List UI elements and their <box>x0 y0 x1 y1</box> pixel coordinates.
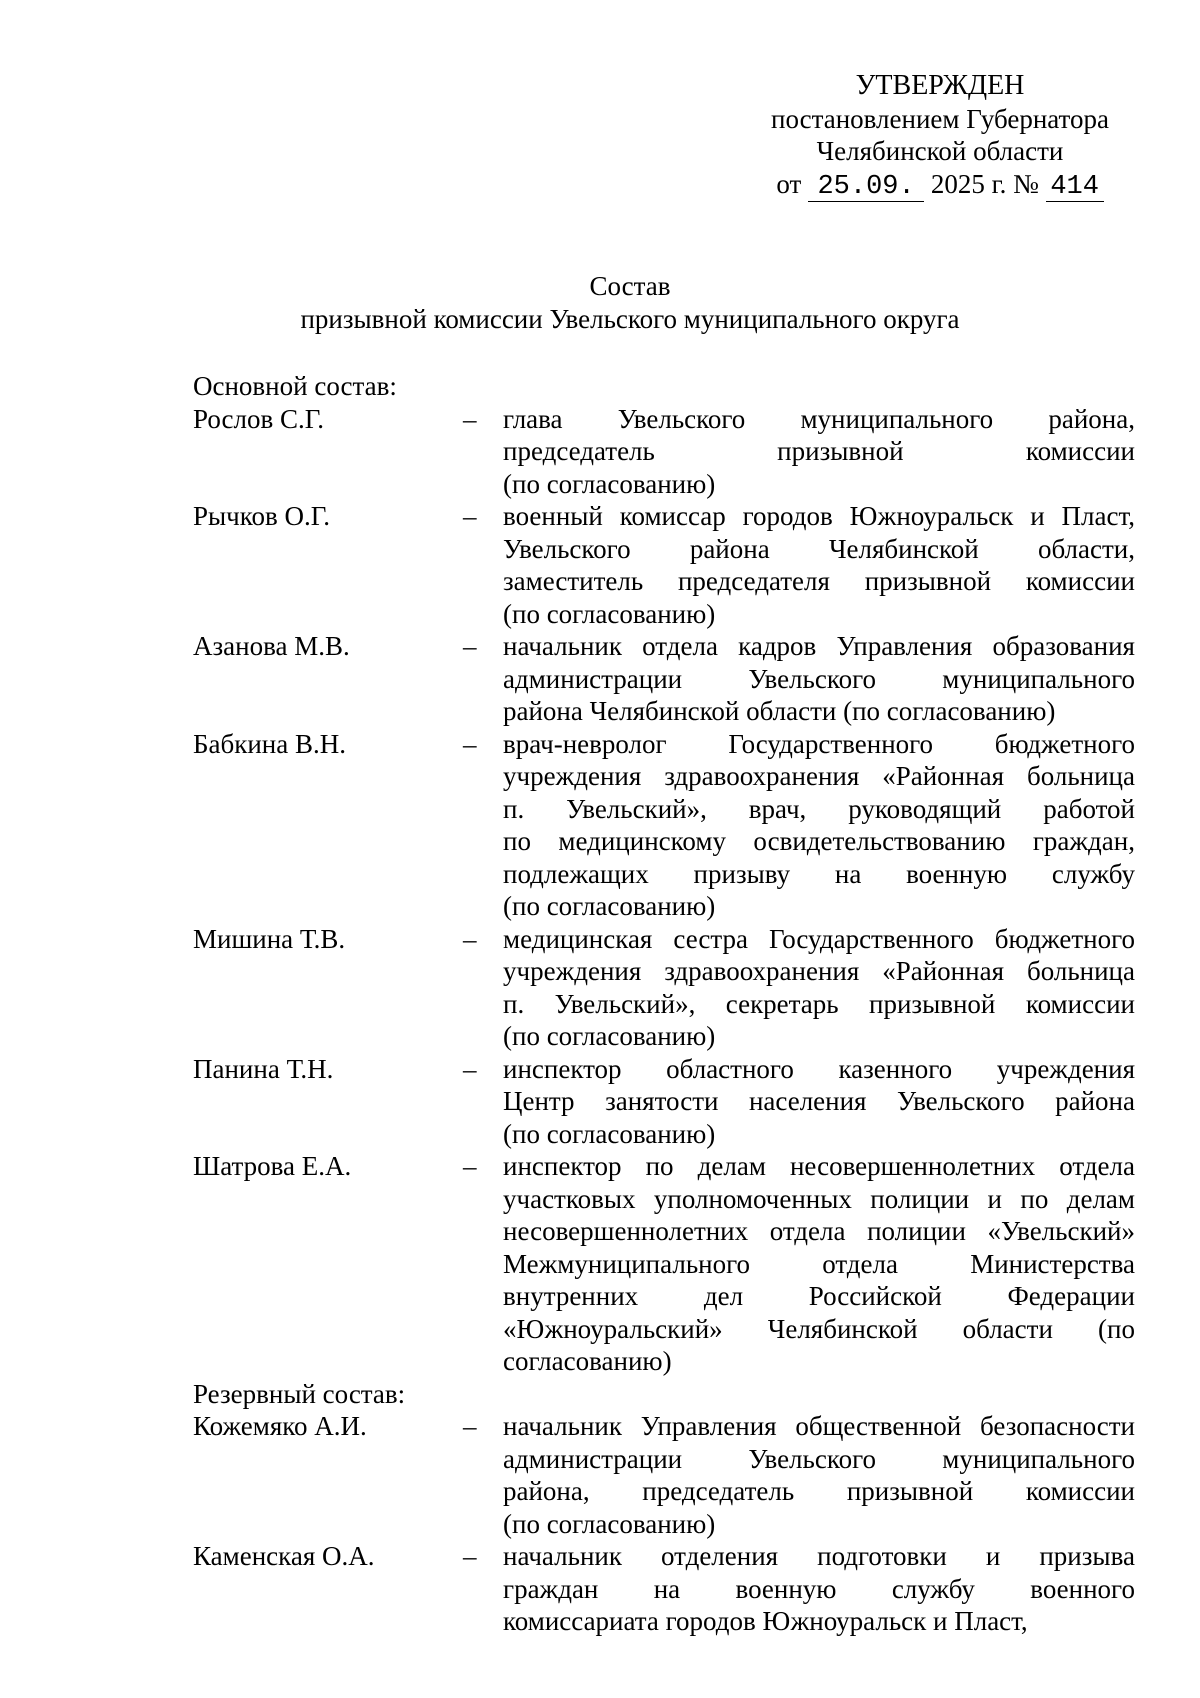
justified-words <box>503 1053 1135 1086</box>
word: глава <box>503 403 563 434</box>
word: здравоохранения <box>664 761 860 791</box>
position-line <box>503 1215 1135 1248</box>
position-line <box>503 1573 1135 1606</box>
position-line <box>503 955 1135 988</box>
word: начальник <box>503 1541 622 1571</box>
word: Управления <box>836 631 973 661</box>
position-line: (по согласованию) <box>503 891 716 921</box>
title-line-1: Состав <box>589 271 671 301</box>
member-dash: – <box>463 631 477 661</box>
word: несовершеннолетних <box>503 1216 749 1246</box>
position-line <box>503 728 1135 761</box>
member-dash: – <box>463 501 477 531</box>
word: Государственного <box>769 923 974 954</box>
word: отдела <box>822 1248 898 1279</box>
word: района, <box>503 1476 590 1506</box>
justified-words <box>503 1475 1135 1508</box>
word: городов <box>742 501 833 531</box>
word: учреждения <box>996 1053 1135 1084</box>
member-name: Каменская О.А. <box>193 1541 375 1571</box>
position-line <box>503 825 1135 858</box>
word: медицинская <box>503 923 653 954</box>
word: уполномоченных <box>653 1183 852 1214</box>
word: делам <box>697 1151 766 1181</box>
word: несовершеннолетних <box>789 1151 1036 1181</box>
word: комиссии <box>1025 566 1135 596</box>
member-position <box>503 1150 1135 1378</box>
justified-words <box>503 988 1135 1021</box>
member-dash: – <box>463 1541 477 1571</box>
member-row <box>193 923 1137 1053</box>
word: военную <box>906 858 1008 889</box>
position-line <box>503 1475 1135 1508</box>
word: Центр <box>503 1086 575 1116</box>
word: отдела <box>769 1216 846 1246</box>
position-line <box>503 500 1135 533</box>
word: занятости <box>605 1086 719 1116</box>
word: военного <box>1030 1573 1135 1604</box>
decree-number-field: 414 <box>1046 173 1104 202</box>
member-dash: – <box>463 1053 477 1084</box>
justified-words <box>503 1410 1135 1443</box>
justified-words <box>503 565 1135 598</box>
document-title <box>0 270 1200 335</box>
justified-words <box>503 663 1135 696</box>
word: инспектор <box>503 1053 622 1084</box>
justified-words <box>503 1313 1135 1346</box>
position-line <box>503 1053 1135 1086</box>
member-row <box>193 1410 1137 1540</box>
position-line <box>503 403 1135 436</box>
section-heading: Резервный состав: <box>193 1378 406 1409</box>
word: Увельского <box>748 663 876 694</box>
member-position <box>503 403 1135 501</box>
word: населения <box>748 1086 867 1116</box>
justified-words <box>503 760 1135 793</box>
word: (по <box>1098 1313 1135 1344</box>
position-line <box>503 435 1135 468</box>
year-text: 2025 г. № <box>930 168 1039 199</box>
word: руководящий <box>848 793 1002 824</box>
position-line <box>503 630 1135 663</box>
word: подготовки <box>817 1541 947 1571</box>
word: начальник <box>503 1411 622 1441</box>
word: подлежащих <box>503 858 649 889</box>
justified-words <box>503 728 1135 761</box>
word: граждан <box>503 1573 599 1604</box>
commission-roster <box>193 370 1137 1638</box>
word: внутренних <box>503 1281 639 1311</box>
position-line <box>503 1248 1135 1281</box>
position-line <box>503 533 1135 566</box>
word: комиссар <box>619 501 726 531</box>
word: Челябинской <box>767 1313 918 1344</box>
word: Увельский», <box>554 988 696 1019</box>
word: кадров <box>738 631 817 661</box>
member-name: Кожемяко А.И. <box>193 1411 367 1441</box>
word: отделения <box>661 1541 779 1571</box>
word: «Районная <box>882 956 1004 986</box>
member-name: Шатрова Е.А. <box>193 1151 352 1181</box>
word: военную <box>735 1573 837 1604</box>
word: призыву <box>693 858 791 889</box>
member-position <box>503 1410 1135 1540</box>
date-field: 25.09. <box>808 173 924 202</box>
word: муниципального <box>800 403 994 434</box>
word: участковых <box>503 1183 636 1214</box>
word: председателя <box>677 566 830 596</box>
justified-words <box>503 1215 1135 1248</box>
member-row <box>193 630 1137 728</box>
member-position <box>503 500 1135 630</box>
justified-words <box>503 1573 1135 1606</box>
member-row <box>193 403 1137 501</box>
justified-words <box>503 500 1135 533</box>
approval-date-line <box>740 168 1140 202</box>
word: Пласт, <box>1061 501 1135 531</box>
word: врач-невролог <box>503 728 667 759</box>
date-prefix: от <box>776 168 802 199</box>
member-position <box>503 1053 1135 1151</box>
word: муниципального <box>942 663 1135 694</box>
justified-words <box>503 1443 1135 1476</box>
word: Управления <box>640 1411 777 1441</box>
word: п. <box>503 793 525 824</box>
word: комиссии <box>1025 1476 1135 1506</box>
word: на <box>653 1573 681 1604</box>
word: бюджетного <box>994 728 1135 759</box>
word: больница <box>1026 956 1135 986</box>
word: медицинскому <box>558 826 726 856</box>
word: по <box>503 826 531 856</box>
justified-words <box>503 1280 1135 1313</box>
word: и <box>1030 501 1045 531</box>
word: здравоохранения <box>664 956 860 986</box>
word: Государственного <box>728 728 934 759</box>
word: Южноуральск <box>849 501 1014 531</box>
approval-line-1: постановлением Губернатора <box>771 103 1109 134</box>
word: Российской <box>808 1281 942 1311</box>
word: района <box>689 533 770 564</box>
word: района <box>1055 1086 1135 1116</box>
title-line-2: призывной комиссии Увельского муниципального округа <box>300 303 960 334</box>
member-name: Рослов С.Г. <box>193 403 325 434</box>
justified-words <box>503 403 1135 436</box>
justified-words <box>503 435 1135 468</box>
member-name: Азанова М.В. <box>193 631 350 661</box>
member-row <box>193 728 1137 923</box>
member-name: Бабкина В.Н. <box>193 728 346 759</box>
position-line: комиссариата городов Южноуральск и Пласт, <box>503 1606 1028 1636</box>
word: врач, <box>748 793 807 824</box>
word: Увельского <box>503 533 631 564</box>
word: областного <box>666 1053 794 1084</box>
word: администрации <box>503 663 683 694</box>
word: Межмуниципального <box>503 1248 750 1279</box>
member-name: Панина Т.Н. <box>193 1053 334 1084</box>
word: службу <box>1051 858 1135 889</box>
word: и <box>985 1541 1001 1571</box>
justified-words <box>503 533 1135 566</box>
member-position <box>503 630 1135 728</box>
word: председатель <box>642 1476 795 1506</box>
position-line: (по согласованию) <box>503 1118 716 1149</box>
position-line <box>503 663 1135 696</box>
member-position <box>503 728 1135 923</box>
word: комиссии <box>1025 988 1135 1019</box>
justified-words <box>503 1248 1135 1281</box>
member-row <box>193 1053 1137 1151</box>
justified-words <box>503 630 1135 663</box>
word: работой <box>1043 793 1135 824</box>
member-row <box>193 1150 1137 1378</box>
word: Увельского <box>897 1086 1025 1116</box>
member-dash: – <box>463 1151 477 1181</box>
word: бюджетного <box>994 923 1135 954</box>
word: казенного <box>838 1053 953 1084</box>
justified-words <box>503 1183 1135 1216</box>
justified-words <box>503 825 1135 858</box>
position-line <box>503 760 1135 793</box>
word: освидетельствованию <box>753 826 1006 856</box>
word: Увельского <box>617 403 746 434</box>
position-line <box>503 1150 1135 1183</box>
position-line <box>503 1183 1135 1216</box>
member-position <box>503 1540 1135 1638</box>
approval-title: УТВЕРЖДЕН <box>855 70 1025 101</box>
word: граждан, <box>1032 826 1135 856</box>
word: муниципального <box>942 1443 1135 1474</box>
position-line <box>503 1443 1135 1476</box>
word: службу <box>891 1573 975 1604</box>
word: заместитель <box>503 566 644 596</box>
justified-words <box>503 955 1135 988</box>
position-line: (по согласованию) <box>503 1508 716 1539</box>
word: «Увельский» <box>987 1216 1135 1246</box>
word: секретарь <box>725 988 839 1019</box>
word: области, <box>1037 533 1135 564</box>
justified-words <box>503 858 1135 891</box>
word: призыва <box>1039 1541 1135 1571</box>
position-line <box>503 1280 1135 1313</box>
position-line <box>503 988 1135 1021</box>
word: безопасности <box>980 1411 1135 1441</box>
word: призывной <box>864 566 992 596</box>
position-line <box>503 793 1135 826</box>
position-line: района Челябинской области (по согласованию) <box>503 696 1056 726</box>
word: учреждения <box>503 956 642 986</box>
word: отдела <box>1059 1151 1135 1181</box>
word: делам <box>1066 1183 1135 1214</box>
word: «Южноуральский» <box>503 1313 723 1344</box>
justified-words <box>503 923 1135 956</box>
word: больница <box>1026 761 1135 791</box>
section-heading: Основной состав: <box>193 371 397 401</box>
word: на <box>834 858 862 889</box>
position-line: (по согласованию) <box>503 598 716 629</box>
approval-line-2: Челябинской области <box>816 136 1064 166</box>
word: комиссии <box>1025 436 1135 466</box>
position-line <box>503 858 1135 891</box>
position-line: (по согласованию) <box>503 1021 716 1051</box>
word: сестра <box>673 923 748 954</box>
word: Челябинской <box>828 533 979 564</box>
member-name: Рычков О.Г. <box>193 501 331 531</box>
member-dash: – <box>463 728 477 759</box>
word: Федерации <box>1007 1281 1135 1311</box>
position-line <box>503 1313 1135 1346</box>
word: военный <box>503 501 603 531</box>
justified-words <box>503 793 1135 826</box>
member-position <box>503 923 1135 1053</box>
word: дел <box>703 1281 744 1311</box>
word: администрации <box>503 1443 683 1474</box>
position-line <box>503 1540 1135 1573</box>
position-line <box>503 923 1135 956</box>
position-line <box>503 1085 1135 1118</box>
word: полиции <box>867 1216 966 1246</box>
word: по <box>645 1151 674 1181</box>
approval-stamp-block <box>740 70 1140 202</box>
member-dash: – <box>463 1411 477 1441</box>
word: председатель <box>503 436 655 466</box>
member-row <box>193 1540 1137 1638</box>
word: «Районная <box>882 761 1004 791</box>
word: отдела <box>642 631 718 661</box>
word: района, <box>1048 403 1135 434</box>
member-dash: – <box>463 403 477 434</box>
word: и <box>987 1183 1002 1214</box>
justified-words <box>503 1085 1135 1118</box>
word: п. <box>503 988 525 1019</box>
word: инспектор <box>503 1151 622 1181</box>
justified-words <box>503 1540 1135 1573</box>
word: Министерства <box>970 1248 1135 1279</box>
position-line <box>503 565 1135 598</box>
word: полиции <box>870 1183 970 1214</box>
word: начальник <box>503 631 622 661</box>
position-line <box>503 1410 1135 1443</box>
word: общественной <box>795 1411 962 1441</box>
position-line: (по согласованию) <box>503 468 716 499</box>
word: по <box>1020 1183 1049 1214</box>
word: призывной <box>869 988 996 1019</box>
justified-words <box>503 1150 1135 1183</box>
word: образования <box>992 631 1135 661</box>
member-dash: – <box>463 923 477 954</box>
word: области <box>962 1313 1053 1344</box>
position-line: согласованию) <box>503 1346 672 1376</box>
word: учреждения <box>503 761 642 791</box>
word: Увельского <box>748 1443 876 1474</box>
word: призывной <box>846 1476 974 1506</box>
member-row <box>193 500 1137 630</box>
word: Увельский», <box>566 793 707 824</box>
word: призывной <box>777 436 904 466</box>
member-name: Мишина Т.В. <box>193 923 346 954</box>
